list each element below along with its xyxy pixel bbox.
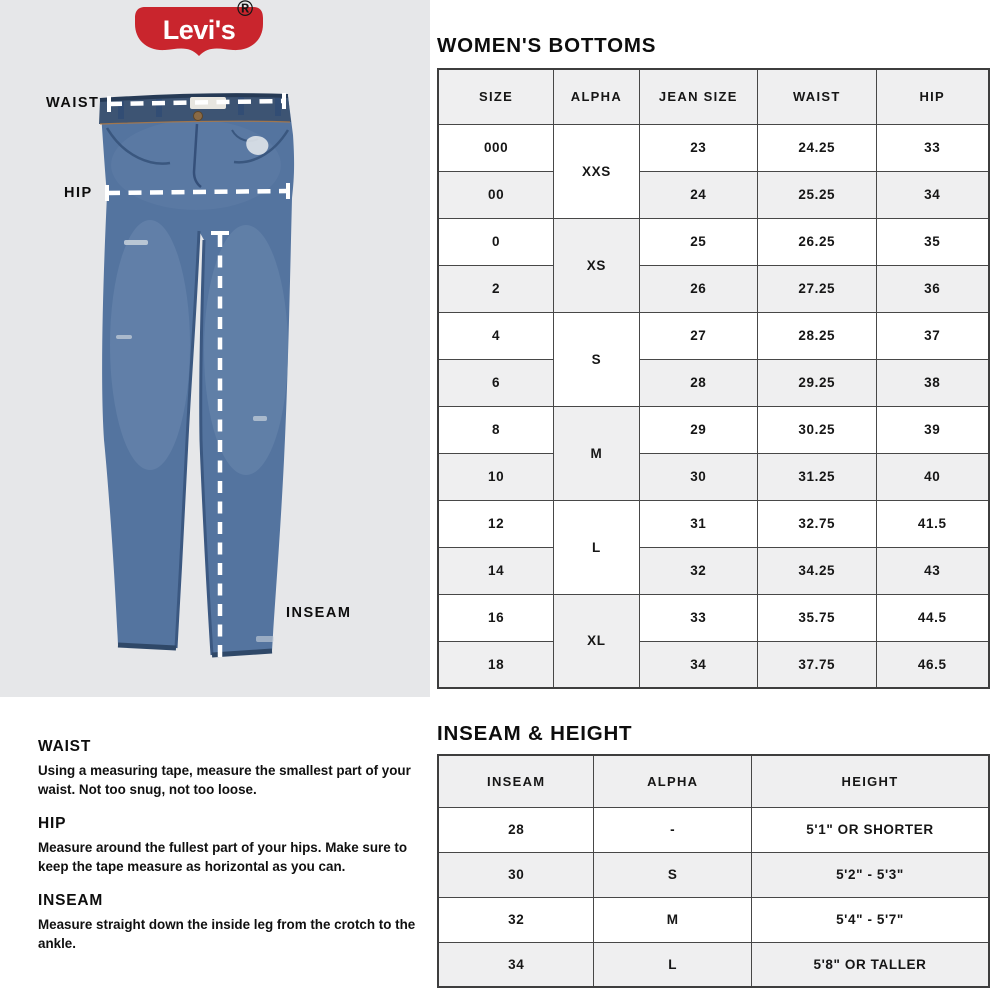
cell-size: 16 [438,594,554,641]
cell-hip: 34 [876,171,989,218]
cell-waist: 29.25 [758,359,876,406]
cell-waist: 25.25 [758,171,876,218]
cell-hip: 38 [876,359,989,406]
inseam-height-table [437,754,990,988]
inseam-height-table-wrap [437,754,990,985]
table-row [438,641,989,688]
cell-alpha: L [594,942,752,987]
womens-bottoms-table [437,68,990,689]
rip [116,335,132,339]
guide-heading-waist: WAIST [38,738,92,755]
table-row [438,312,989,359]
table-row [438,500,989,547]
cell-alpha: - [594,807,752,852]
cell-height: 5'8" OR TALLER [752,942,990,987]
table-row [438,265,989,312]
cell-waist: 27.25 [758,265,876,312]
cell-alpha-m: M [554,406,639,500]
cell-inseam: 30 [438,852,594,897]
column-header-alpha: ALPHA [554,69,639,124]
denim-wash-right [204,225,288,475]
cell-alpha-l: L [554,500,639,594]
cell-hip: 33 [876,124,989,171]
cell-alpha-xl: XL [554,594,639,688]
cell-size: 4 [438,312,554,359]
cell-waist: 32.75 [758,500,876,547]
table-row [438,807,989,852]
cell-inseam: 28 [438,807,594,852]
guide-heading-inseam: INSEAM [38,892,104,909]
column-header-inseam: INSEAM [438,755,594,807]
cell-hip: 46.5 [876,641,989,688]
cell-size: 000 [438,124,554,171]
jeans-button [194,112,203,121]
cell-hip: 41.5 [876,500,989,547]
column-header-hip: HIP [876,69,989,124]
column-header-size: SIZE [438,69,554,124]
column-header-alpha: ALPHA [594,755,752,807]
cell-waist: 31.25 [758,453,876,500]
cell-inseam: 34 [438,942,594,987]
column-header-waist: WAIST [758,69,876,124]
cell-hip: 44.5 [876,594,989,641]
belt-loop [275,98,281,116]
cell-hip: 35 [876,218,989,265]
guide-heading-hip: HIP [38,815,67,832]
table-row [438,218,989,265]
cell-size: 00 [438,171,554,218]
table-row [438,942,989,987]
cell-jean-size: 33 [639,594,757,641]
table-row [438,594,989,641]
cell-size: 10 [438,453,554,500]
cell-jean-size: 34 [639,641,757,688]
jeans-photo-panel [0,0,430,697]
cell-waist: 34.25 [758,547,876,594]
cell-waist: 24.25 [758,124,876,171]
table-row [438,171,989,218]
cell-jean-size: 25 [639,218,757,265]
cell-size: 8 [438,406,554,453]
cell-jean-size: 24 [639,171,757,218]
cell-waist: 28.25 [758,312,876,359]
cell-size: 14 [438,547,554,594]
cell-jean-size: 32 [639,547,757,594]
denim-wash-left [110,220,190,470]
cell-alpha-xxs: XXS [554,124,639,218]
inseam-height-title: INSEAM & HEIGHT [437,722,633,745]
cell-size: 12 [438,500,554,547]
cell-hip: 43 [876,547,989,594]
cell-jean-size: 28 [639,359,757,406]
womens-bottoms-title: WOMEN'S BOTTOMS [437,34,657,57]
guide-body-hip: Measure around the fullest part of your hips. Make sure to keep the tape measure as horizontal as you can. [38,840,408,874]
cell-alpha-xs: XS [554,218,639,312]
cell-jean-size: 26 [639,265,757,312]
cell-jean-size: 29 [639,406,757,453]
rip [256,636,274,642]
table-row [438,852,989,897]
table-row [438,547,989,594]
cell-jean-size: 23 [639,124,757,171]
table-row [438,897,989,942]
table-row [438,453,989,500]
cell-hip: 40 [876,453,989,500]
rip [124,240,148,245]
cell-height: 5'1" OR SHORTER [752,807,990,852]
cell-waist: 30.25 [758,406,876,453]
cell-size: 0 [438,218,554,265]
womens-bottoms-table-wrap [437,68,990,688]
cell-alpha: M [594,897,752,942]
cell-jean-size: 31 [639,500,757,547]
inseam-annotation-label: INSEAM [286,605,352,621]
rip [253,416,267,421]
cell-jean-size: 30 [639,453,757,500]
cell-size: 6 [438,359,554,406]
cell-height: 5'4" - 5'7" [752,897,990,942]
cell-waist: 37.75 [758,641,876,688]
cell-waist: 26.25 [758,218,876,265]
waist-annotation-label: WAIST [46,95,100,111]
measurement-guide [38,738,438,969]
cell-jean-size: 27 [639,312,757,359]
registered-trademark-icon: ® [237,0,254,21]
cell-size: 18 [438,641,554,688]
cell-alpha: S [594,852,752,897]
cell-inseam: 32 [438,897,594,942]
guide-body-inseam: Measure straight down the inside leg from the crotch to the ankle. [38,917,416,951]
cell-waist: 35.75 [758,594,876,641]
hem-left [118,645,176,648]
cell-hip: 36 [876,265,989,312]
column-header-jean-size: JEAN SIZE [639,69,757,124]
cell-alpha-s: S [554,312,639,406]
cell-size: 2 [438,265,554,312]
guide-body-waist: Using a measuring tape, measure the smallest part of your waist. Not too snug, not too loose. [38,763,411,797]
table-row [438,124,989,171]
hip-annotation-label: HIP [64,185,93,201]
logo-wordmark: Levi's [162,15,236,45]
cell-hip: 39 [876,406,989,453]
table-row [438,406,989,453]
cell-height: 5'2" - 5'3" [752,852,990,897]
table-row [438,359,989,406]
column-header-height: HEIGHT [752,755,990,807]
cell-hip: 37 [876,312,989,359]
